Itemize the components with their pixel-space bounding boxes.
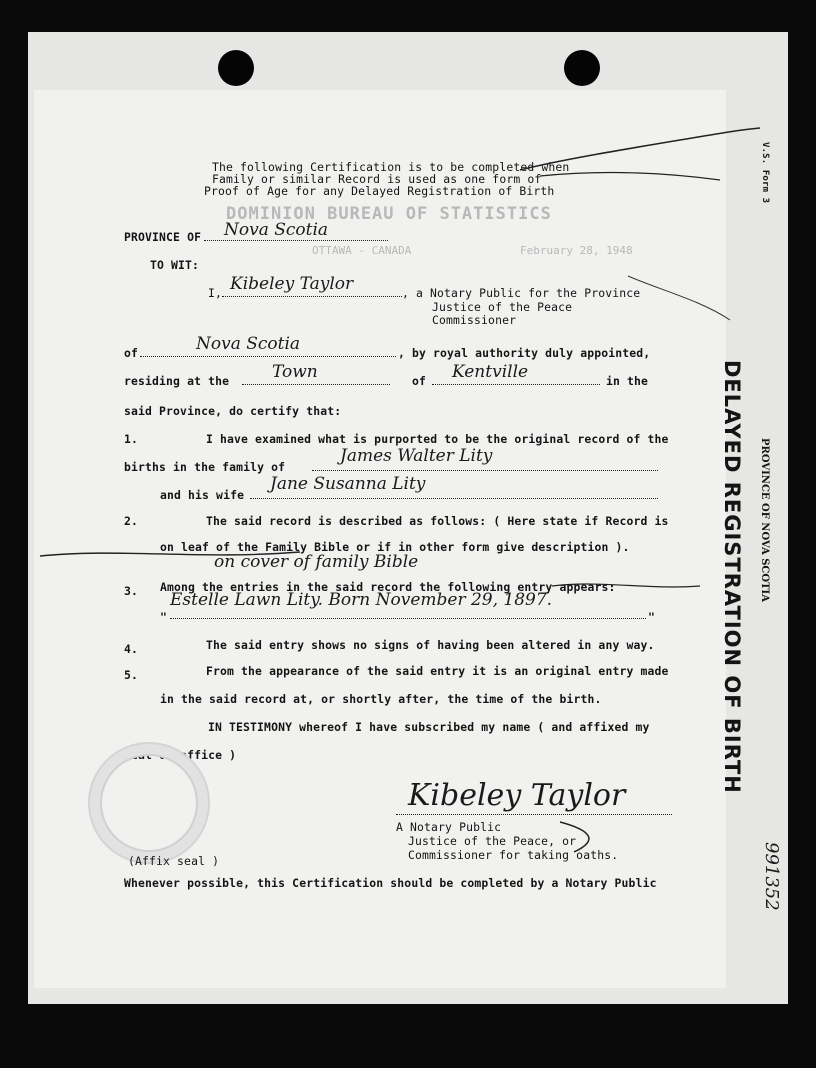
notary-role-line-2: Justice of the Peace — [432, 300, 573, 314]
background-bureau-heading: DOMINION BUREAU OF STATISTICS — [226, 204, 552, 224]
form-number: V.S. Form 3 — [760, 142, 770, 204]
signature-title-2: Justice of the Peace, or — [408, 834, 577, 848]
item-5-text: From the appearance of the said entry it is an original entry made — [206, 664, 669, 678]
mother-name-line — [250, 498, 658, 499]
residing-of-label: of — [412, 374, 427, 388]
header-line-2: Family or similar Record is used as one form of — [212, 172, 542, 186]
background-city: OTTAWA - CANADA — [312, 244, 412, 257]
footer-note: Whenever possible, this Certification should be completed by a Notary Public — [124, 876, 657, 890]
father-name: James Walter Lity — [340, 446, 493, 466]
notary-signature: Kibeley Taylor — [408, 778, 626, 813]
father-name-line — [312, 470, 658, 471]
entry-close-quote: " — [648, 610, 656, 624]
item-5-number: 5. — [124, 668, 139, 682]
affix-seal-label: (Affix seal ) — [128, 854, 220, 868]
testimony-line-2: seal of office ) — [124, 748, 237, 762]
background-date: February 28, 1948 — [520, 244, 633, 257]
wife-label: and his wife — [160, 488, 245, 502]
delayed-registration-title: DELAYED REGISTRATION OF BIRTH — [720, 360, 744, 794]
birth-entry: Estelle Lawn Lity. Born November 29, 1897. — [170, 590, 553, 610]
of-value: Nova Scotia — [196, 334, 301, 354]
signature-title-3: Commissioner for taking oaths. — [408, 848, 619, 862]
of-label: of — [124, 346, 139, 360]
item-4-number: 4. — [124, 642, 139, 656]
notary-prefix: I, — [208, 286, 223, 300]
item-5-text-line-2: in the said record at, or shortly after, the time of the birth. — [160, 692, 602, 706]
item-4-text: The said entry shows no signs of having been altered in any way. — [206, 638, 655, 652]
place-name-value: Kentville — [452, 362, 529, 382]
header-line-3: Proof of Age for any Delayed Registration of Birth — [204, 184, 555, 198]
of-field-line — [140, 356, 396, 357]
place-type-value: Town — [272, 362, 318, 382]
testimony-line-1: IN TESTIMONY whereof I have subscribed my name ( and affixed my — [208, 720, 650, 734]
to-wit-label: TO WIT: — [150, 258, 200, 272]
entry-open-quote: " — [160, 610, 168, 624]
item-2-text-line-2: on leaf of the Family Bible or if in other form give description ). — [160, 540, 630, 554]
notary-role-line-1: , a Notary Public for the Province — [402, 286, 641, 300]
notary-name: Kibeley Taylor — [230, 274, 354, 294]
header-line-1: The following Certification is to be completed when — [212, 160, 570, 174]
signature-title-1: A Notary Public — [396, 820, 502, 834]
entry-line — [170, 618, 646, 619]
place-name-line — [432, 384, 600, 385]
mother-name: Jane Susanna Lity — [270, 474, 426, 494]
file-number: 991352 — [761, 842, 782, 911]
province-value: Nova Scotia — [224, 220, 329, 240]
embossed-seal — [88, 742, 210, 864]
notary-role-line-3: Commissioner — [432, 313, 517, 327]
signature-line — [396, 814, 672, 815]
births-family-label: births in the family of — [124, 460, 286, 474]
certify-line: said Province, do certify that: — [124, 404, 342, 418]
item-2-text: The said record is described as follows: ( Here state if Record is — [206, 514, 669, 528]
notary-name-line — [222, 296, 402, 297]
item-2-number: 2. — [124, 514, 139, 528]
place-type-line — [242, 384, 390, 385]
record-description: on cover of family Bible — [214, 552, 419, 572]
item-3-text: Among the entries in the said record the following entry appears: — [160, 580, 616, 594]
residing-label: residing at the — [124, 374, 230, 388]
in-the-text: in the — [606, 374, 649, 388]
province-label: PROVINCE OF — [124, 230, 202, 244]
province-side-label: PROVINCE OF NOVA SCOTIA — [759, 438, 770, 602]
province-field-line — [204, 240, 388, 241]
item-1-text: I have examined what is purported to be the original record of the — [206, 432, 669, 446]
item-3-number: 3. — [124, 584, 139, 598]
appointment-text: , by royal authority duly appointed, — [398, 346, 651, 360]
item-1-number: 1. — [124, 432, 139, 446]
